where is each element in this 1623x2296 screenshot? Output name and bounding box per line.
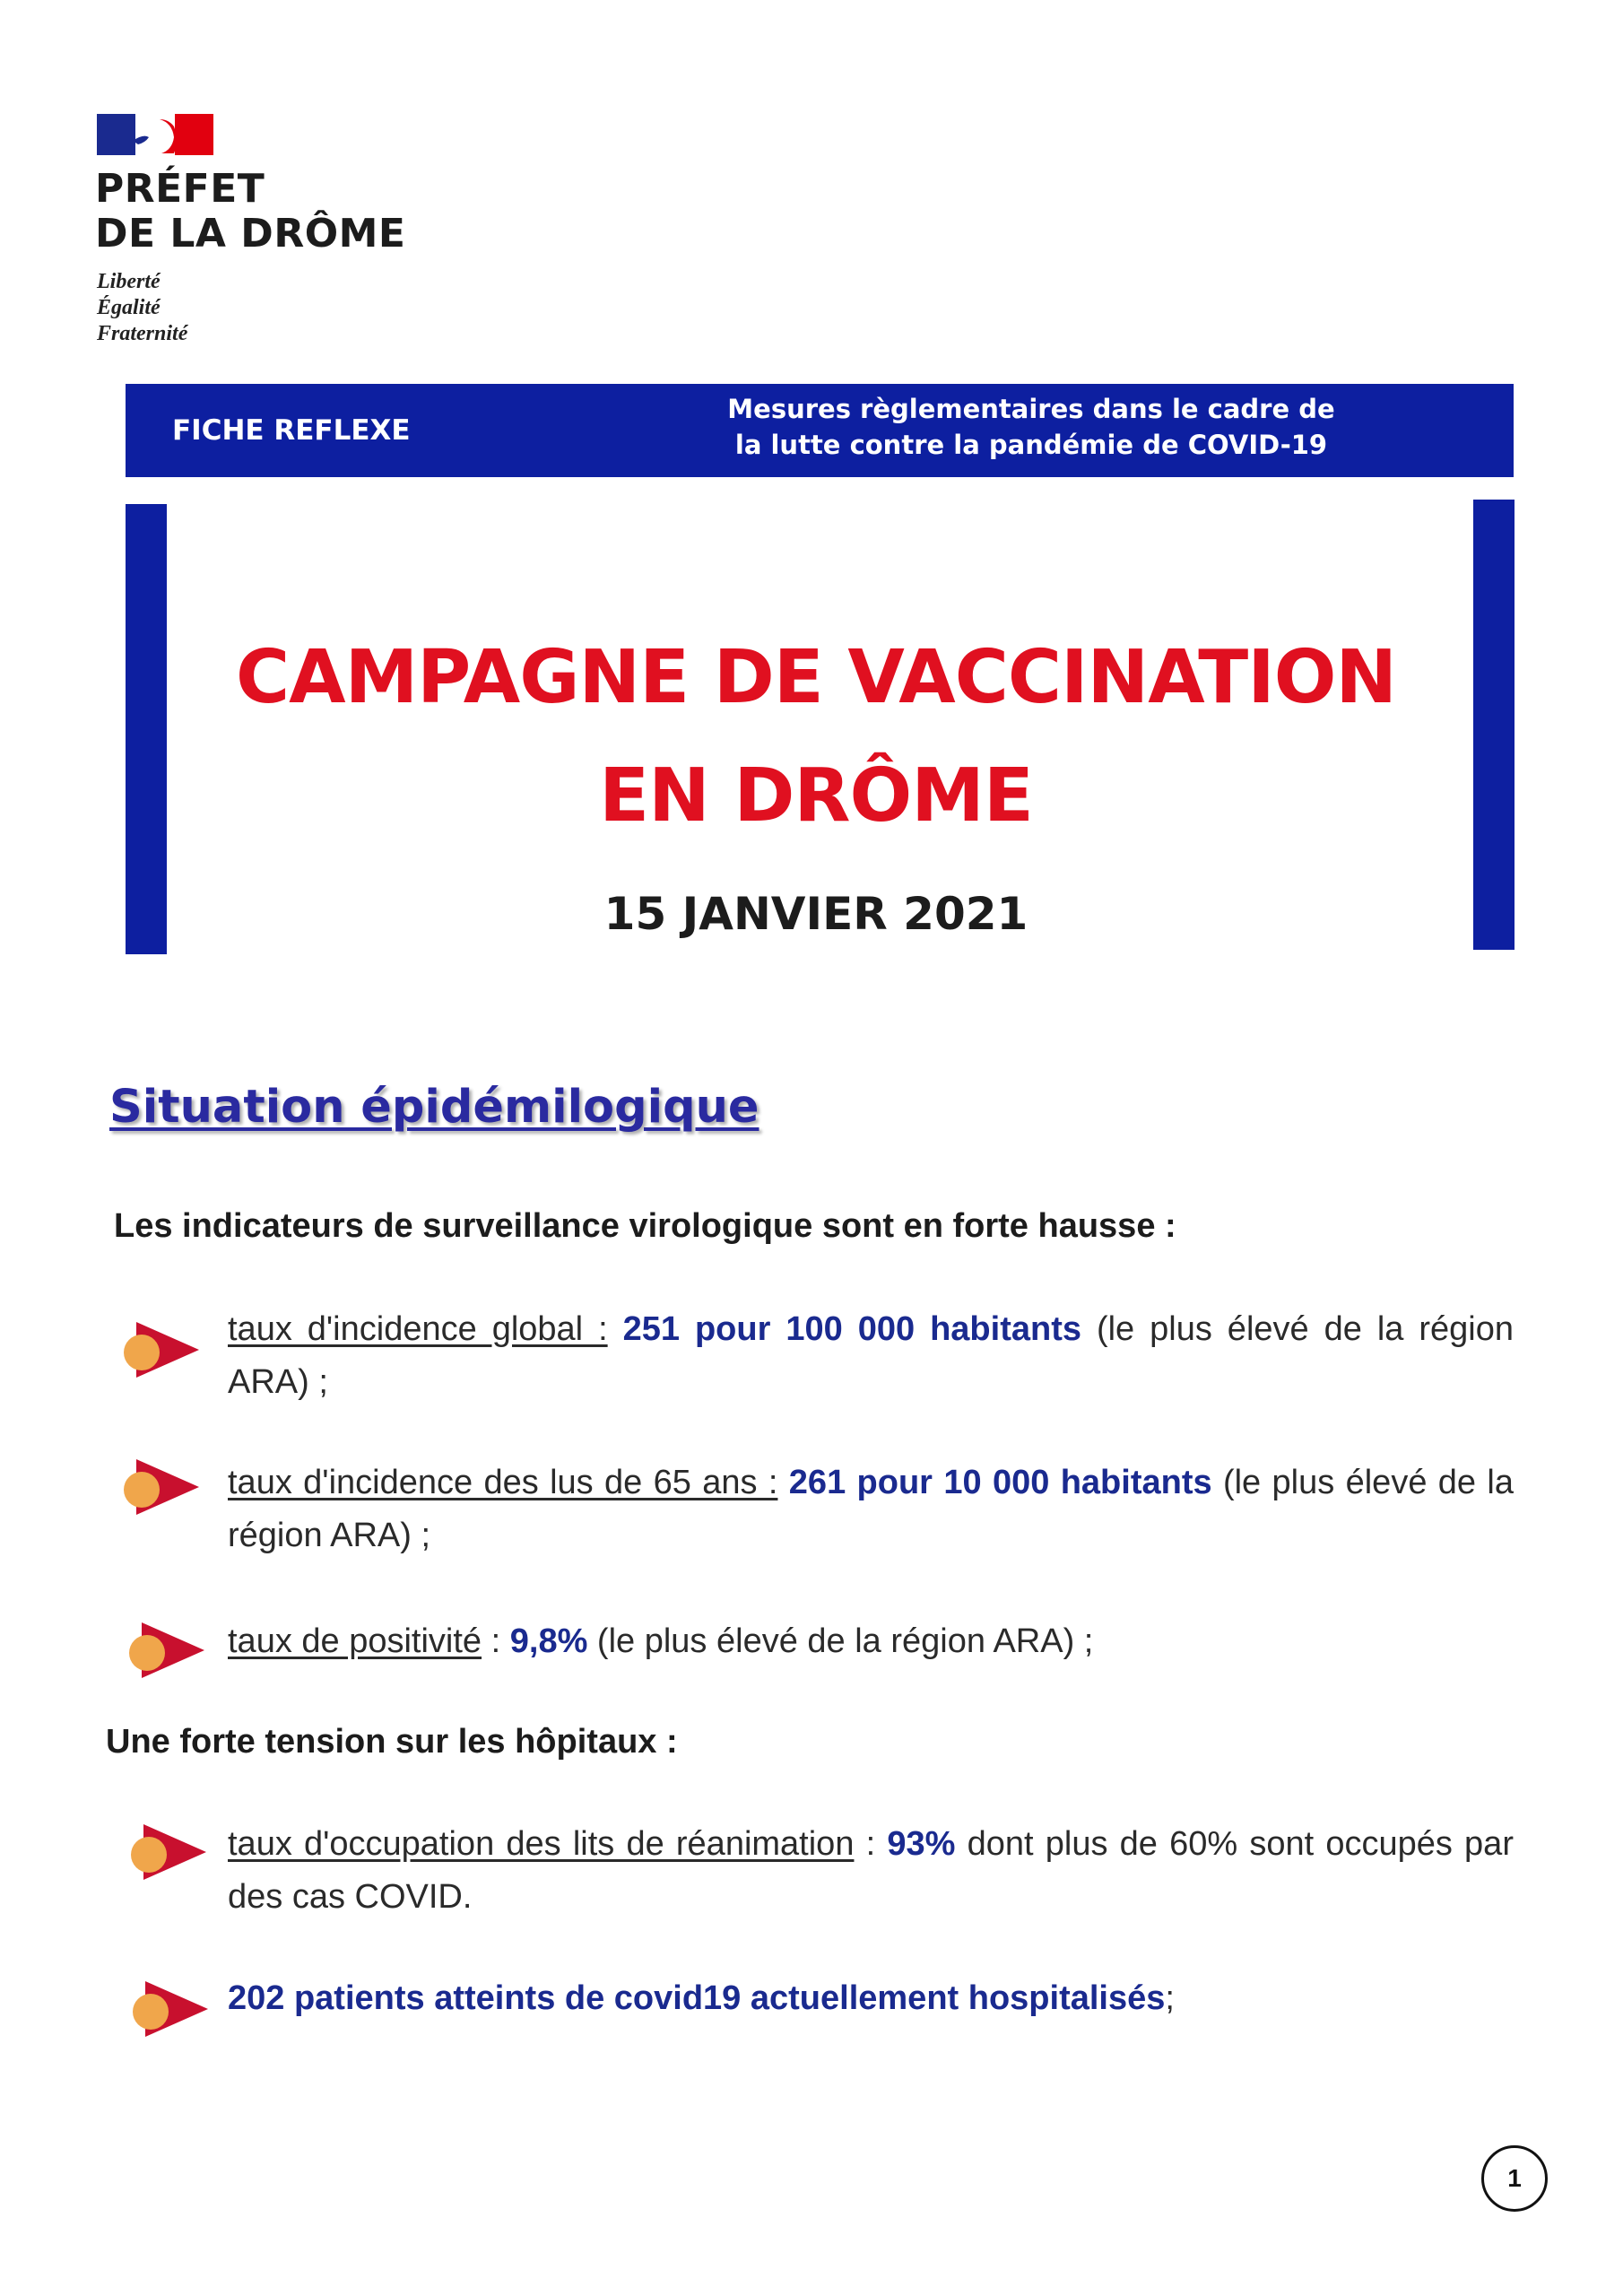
item-rest: (le plus élevé de la région ARA) ; [228,1310,1515,1401]
item-rest: (le plus élevé de la région ARA) ; [587,1622,1094,1660]
marianne-profile-icon [97,114,213,155]
left-frame-bar [126,504,167,954]
lead-hopitaux: Une forte tension sur les hôpitaux : [106,1723,678,1761]
triangle-dot-bullet-icon [126,1619,206,1682]
item-value: 261 pour 10 000 habitants [788,1464,1212,1501]
motto-fraternite: Fraternité [97,322,188,345]
title-line-1: CAMPAGNE DE VACCINATION [235,635,1397,720]
item-rest: dont plus de 60% sont occupés par des cas COVID. [228,1825,1514,1916]
lead-surveillance: Les indicateurs de surveillance virologique sont en forte hausse : [114,1207,1176,1245]
item-label: taux d'occupation des lits de réanimation [228,1825,855,1863]
banner-subtitle [628,391,1435,463]
banner-subtitle-line-1: Mesures règlementaires dans le cadre de [727,394,1335,424]
triangle-dot-bullet-icon [129,1978,210,2040]
list-item-incidence-65 [228,1457,1514,1562]
item-value: 251 pour 100 000 habitants [622,1310,1081,1348]
prefet-line-1: PRÉFET [95,166,265,212]
item-value: 9,8% [509,1622,588,1660]
item-label: taux de positivité [228,1622,482,1660]
marianne-logo [97,114,213,155]
banner-subtitle-line-2: la lutte contre la pandémie de COVID-19 [734,430,1328,460]
triangle-dot-bullet-icon [127,1821,208,1883]
item-value: 93% [887,1825,956,1863]
list-item-reanimation [228,1818,1514,1924]
page-number: 1 [1481,2145,1548,2212]
republic-motto [97,269,187,347]
list-item-hospitalises [228,1972,1514,2025]
fiche-reflexe-banner [126,384,1514,477]
section-heading: Situation épidémilogique [109,1081,759,1134]
item-separator: : [854,1825,888,1863]
document-date: 15 JANVIER 2021 [603,888,1028,940]
prefet-title [95,167,405,257]
main-title [215,619,1417,856]
list-item-positivite [228,1615,1514,1668]
triangle-dot-bullet-icon [120,1318,201,1381]
item-separator: : [482,1622,510,1660]
item-rest: ; [1165,1979,1175,2017]
list-item-incidence-global [228,1303,1514,1409]
item-value: 202 patients atteints de covid19 actuellement hospitalisés [228,1979,1166,2017]
motto-egalite: Égalité [97,296,161,319]
item-label: taux d'incidence global : [228,1310,608,1348]
item-label: taux d'incidence des lus de 65 ans : [228,1464,778,1501]
prefet-line-2: DE LA DRÔME [95,211,406,257]
motto-liberte: Liberté [97,270,161,293]
item-rest: (le plus élevé de la région ARA) ; [228,1464,1514,1554]
triangle-dot-bullet-icon [120,1456,201,1518]
title-line-2: EN DRÔME [599,753,1033,839]
banner-tag: FICHE REFLEXE [172,414,411,447]
right-frame-bar [1473,500,1515,950]
